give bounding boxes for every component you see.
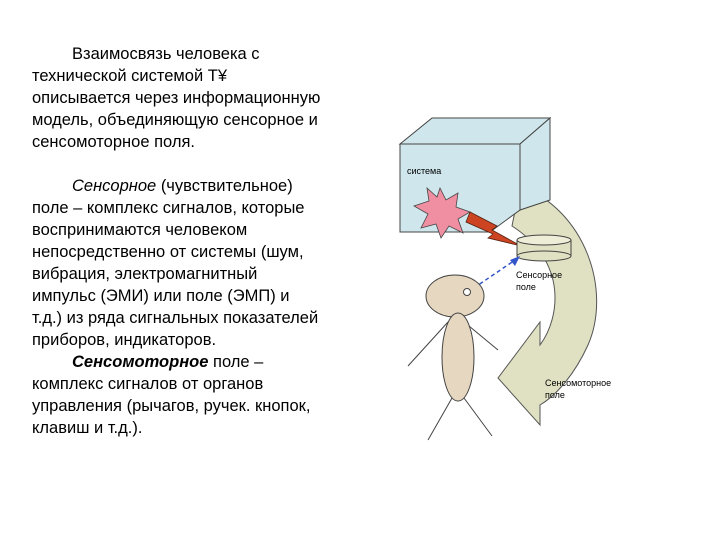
sensomotor-label-line1: Сенсомоторное — [545, 378, 612, 388]
sensomotor-term: Сенсомоторное — [72, 353, 209, 371]
human-figure — [408, 275, 498, 440]
sensory-label-line1: Сенсорное — [516, 270, 563, 280]
intro-text: Взаимосвязь человека с технической системой Т¥ описывается через информационную модель, объединяющую сенсорное и сенсомоторное поля. — [32, 45, 321, 151]
sensomotor-label-line2: поле — [545, 390, 565, 400]
eye-icon — [464, 289, 471, 296]
system-label: система — [407, 166, 442, 176]
sensory-definition: (чувствительное) поле – комплекс сигналов, которые воспринимаются человеком непосредственно от системы (шум, вибрация, электромагнитный импульс (ЭМИ) или поле (ЭМП) и т.д.) из ряда сигнальных показателей приборов, индикаторов. — [32, 177, 319, 349]
sensomotor-definition: поле – комплекс сигналов от органов управления (рычагов, ручек. кнопок, клавиш и т.д.). — [32, 353, 311, 437]
sensory-label-line2: поле — [516, 282, 536, 292]
sensory-field-cylinder — [517, 235, 571, 261]
perception-arrowhead — [510, 256, 520, 266]
sensory-term: Сенсорное — [72, 177, 157, 195]
